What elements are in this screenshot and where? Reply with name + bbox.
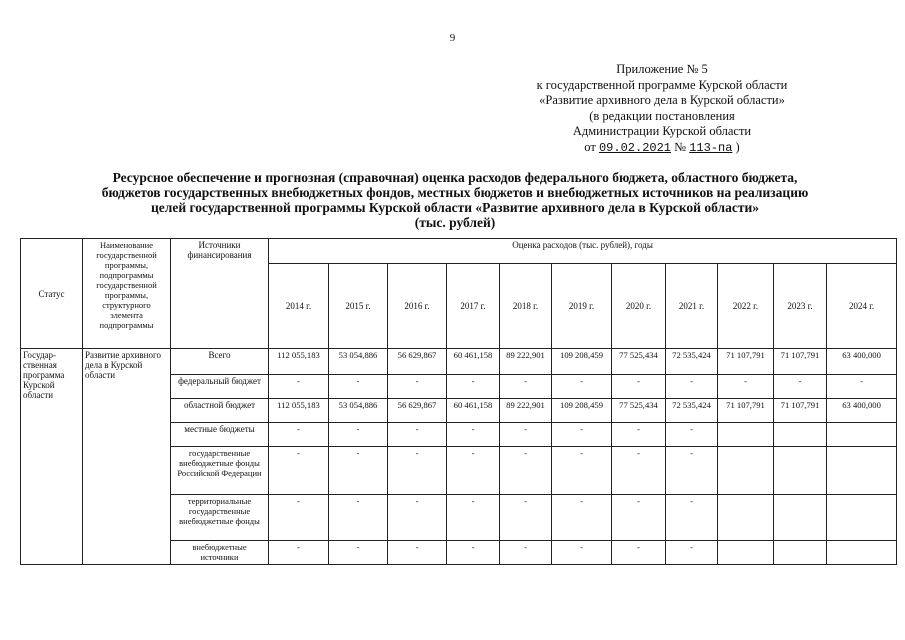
value-cell: 63 400,000 <box>827 349 897 375</box>
value-cell: - <box>447 375 500 399</box>
value-cell: - <box>612 423 666 447</box>
value-cell: - <box>329 495 388 541</box>
value-cell <box>718 447 774 495</box>
value-cell: - <box>666 447 718 495</box>
header-year: 2016 г. <box>388 264 447 349</box>
value-cell: - <box>447 495 500 541</box>
header-year: 2019 г. <box>552 264 612 349</box>
value-cell: - <box>388 495 447 541</box>
value-cell: - <box>269 447 329 495</box>
header-year: 2020 г. <box>612 264 666 349</box>
value-cell: - <box>552 495 612 541</box>
value-cell: 53 054,886 <box>329 399 388 423</box>
value-cell: - <box>388 447 447 495</box>
value-cell: 72 535,424 <box>666 399 718 423</box>
date-prefix: от <box>584 139 596 154</box>
value-cell: - <box>329 541 388 565</box>
value-cell: - <box>612 541 666 565</box>
value-cell: 89 222,901 <box>500 349 552 375</box>
title-line: (тыс. рублей) <box>414 215 496 230</box>
value-cell: 72 535,424 <box>666 349 718 375</box>
source-cell: областной бюджет <box>171 399 269 423</box>
value-cell: - <box>500 447 552 495</box>
value-cell: - <box>388 541 447 565</box>
title-line: бюджетов государственных внебюджетных фондов, местных бюджетов и внебюджетных источников на реализацию <box>101 185 809 200</box>
table-row <box>21 349 897 375</box>
value-cell: 71 107,791 <box>718 399 774 423</box>
value-cell: - <box>447 447 500 495</box>
source-cell: Всего <box>171 349 269 375</box>
value-cell <box>827 423 897 447</box>
value-cell: - <box>388 423 447 447</box>
value-cell: - <box>329 447 388 495</box>
value-cell: 109 208,459 <box>552 399 612 423</box>
header-name: Наименование государственной программы, подпрограммы государственной программы, структурного элемента подпрограммы <box>83 239 171 349</box>
value-cell: 56 629,867 <box>388 399 447 423</box>
header-year: 2023 г. <box>774 264 827 349</box>
value-cell: 63 400,000 <box>827 399 897 423</box>
value-cell: - <box>666 423 718 447</box>
value-cell: - <box>500 495 552 541</box>
appendix-line: Приложение № 5 <box>616 62 708 76</box>
program-name-cell: Развитие архивного дела в Курской области <box>83 349 171 565</box>
value-cell: - <box>329 375 388 399</box>
value-cell: - <box>827 375 897 399</box>
appendix-line: Администрации Курской области <box>572 124 752 138</box>
number-prefix: № <box>674 139 687 154</box>
appendix-block <box>512 62 812 156</box>
value-cell: - <box>500 541 552 565</box>
value-cell: - <box>552 423 612 447</box>
value-cell: 71 107,791 <box>718 349 774 375</box>
title-line: целей государственной программы Курской области «Развитие архивного дела в Курской области» <box>151 200 759 215</box>
value-cell: 60 461,158 <box>447 349 500 375</box>
value-cell: - <box>612 495 666 541</box>
document-title <box>40 170 870 230</box>
value-cell: - <box>774 375 827 399</box>
value-cell: - <box>552 541 612 565</box>
value-cell <box>774 423 827 447</box>
header-estimate: Оценка расходов (тыс. рублей), годы <box>269 239 897 264</box>
value-cell: - <box>552 375 612 399</box>
value-cell <box>774 541 827 565</box>
value-cell <box>718 423 774 447</box>
header-year: 2021 г. <box>666 264 718 349</box>
document-date: 09.02.2021 <box>598 140 671 155</box>
header-year: 2017 г. <box>447 264 500 349</box>
value-cell: 112 055,183 <box>269 399 329 423</box>
value-cell: 112 055,183 <box>269 349 329 375</box>
value-cell <box>827 495 897 541</box>
value-cell: - <box>612 447 666 495</box>
header-year: 2014 г. <box>269 264 329 349</box>
source-cell: местные бюджеты <box>171 423 269 447</box>
header-year: 2018 г. <box>500 264 552 349</box>
value-cell <box>718 495 774 541</box>
value-cell: - <box>500 375 552 399</box>
value-cell: - <box>666 495 718 541</box>
value-cell: - <box>552 447 612 495</box>
page-number: 9 <box>449 32 456 44</box>
value-cell: - <box>269 495 329 541</box>
appendix-line: (в редакции постановления <box>589 108 735 123</box>
value-cell: - <box>388 375 447 399</box>
value-cell: - <box>329 423 388 447</box>
appendix-line: «Развитие архивного дела в Курской области» <box>539 93 785 107</box>
value-cell: - <box>500 423 552 447</box>
value-cell: 77 525,434 <box>612 399 666 423</box>
resource-table <box>20 238 897 565</box>
value-cell <box>774 447 827 495</box>
status-cell: Государ-ственная программа Курской области <box>21 349 83 565</box>
source-cell: федеральный бюджет <box>171 375 269 399</box>
value-cell: 71 107,791 <box>774 349 827 375</box>
value-cell: 53 054,886 <box>329 349 388 375</box>
value-cell: - <box>612 375 666 399</box>
document-number: 113-па <box>689 140 733 155</box>
value-cell: - <box>269 423 329 447</box>
header-status: Статус <box>21 239 83 349</box>
source-cell: территориальные государственные внебюджетные фонды <box>171 495 269 541</box>
value-cell: - <box>269 375 329 399</box>
value-cell: - <box>718 375 774 399</box>
value-cell <box>774 495 827 541</box>
header-sources: Источники финансирования <box>171 239 269 349</box>
source-cell: внебюджетные источники <box>171 541 269 565</box>
value-cell: 71 107,791 <box>774 399 827 423</box>
value-cell: - <box>269 541 329 565</box>
header-year: 2015 г. <box>329 264 388 349</box>
value-cell: 60 461,158 <box>447 399 500 423</box>
value-cell <box>827 447 897 495</box>
appendix-line: к государственной программе Курской области <box>536 77 788 92</box>
value-cell: - <box>447 541 500 565</box>
value-cell: - <box>447 423 500 447</box>
value-cell: 109 208,459 <box>552 349 612 375</box>
value-cell: 89 222,901 <box>500 399 552 423</box>
number-suffix: ) <box>735 139 740 154</box>
source-cell: государственные внебюджетные фонды Российской Федерации <box>171 447 269 495</box>
value-cell <box>827 541 897 565</box>
value-cell <box>718 541 774 565</box>
value-cell: - <box>666 541 718 565</box>
header-year: 2024 г. <box>827 264 897 349</box>
value-cell: - <box>666 375 718 399</box>
value-cell: 56 629,867 <box>388 349 447 375</box>
appendix-date-line <box>512 140 812 157</box>
header-year: 2022 г. <box>718 264 774 349</box>
title-line: Ресурсное обеспечение и прогнозная (справочная) оценка расходов федерального бюджета, областного бюджета, <box>112 170 798 185</box>
value-cell: 77 525,434 <box>612 349 666 375</box>
